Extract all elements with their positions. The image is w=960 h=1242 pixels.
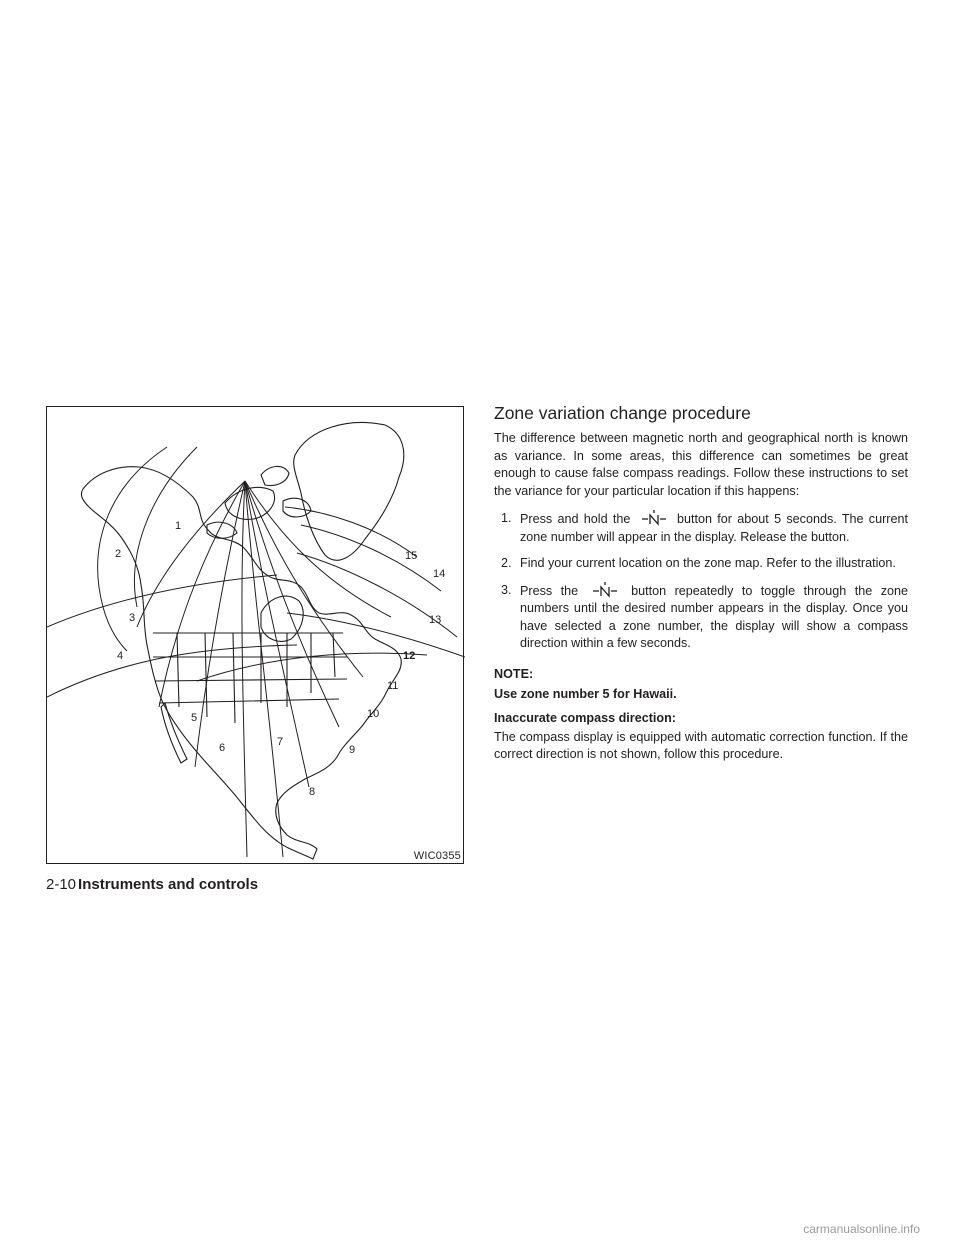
watermark: carmanualsonline.info — [803, 1222, 920, 1236]
zone-label-4: 4 — [117, 650, 124, 662]
step-2 — [494, 555, 908, 573]
zone-variation-section — [494, 402, 908, 774]
isogonic-lines — [137, 481, 391, 857]
compass-n-icon — [591, 582, 619, 598]
zone-label-2: 2 — [115, 548, 122, 560]
zone-label-1: 1 — [175, 520, 182, 532]
zone-label-5: 5 — [191, 712, 198, 724]
footer-section-title: Instruments and controls — [78, 876, 259, 893]
note-label: NOTE: — [494, 666, 534, 681]
page-number: 2-10 — [46, 876, 77, 893]
section-heading: Zone variation change procedure — [494, 403, 751, 423]
steps-list — [494, 510, 908, 653]
step-number: 1. — [501, 511, 512, 525]
zone-label-15: 15 — [405, 550, 418, 562]
zone-label-13: 13 — [429, 614, 442, 626]
figure-code: WIC0355 — [413, 850, 461, 862]
zone-label-11: 11 — [387, 680, 399, 692]
zone-map-figure — [46, 406, 464, 864]
step-text-before: Press the — [520, 583, 579, 598]
note-text: Use zone number 5 for Hawaii. — [494, 686, 677, 701]
step-text-before: Press and hold the — [520, 512, 631, 526]
zone-label-12: 12 — [403, 650, 416, 662]
zone-label-6: 6 — [219, 742, 226, 754]
subheading: Inaccurate compass direction: — [494, 710, 676, 725]
zone-map-illustration — [47, 407, 465, 865]
continent-outline — [81, 467, 401, 859]
compass-n-icon — [640, 510, 668, 526]
zone-label-8: 8 — [309, 786, 316, 798]
step-1 — [494, 510, 908, 546]
step-number: 3. — [501, 582, 512, 597]
zone-label-3: 3 — [129, 612, 136, 624]
baja-outline — [161, 703, 187, 763]
intro-paragraph: The difference between magnetic north and geographical north is known as variance. In some areas, this difference can sometimes be great enough to cause false compass readings. Follow these instructions to set the variance for your particular location if this happens: — [494, 431, 908, 498]
sub-paragraph: The compass display is equipped with automatic correction function. If the correct direction is not shown, follow this procedure. — [494, 729, 908, 761]
page-footer — [46, 876, 258, 893]
zone-label-10: 10 — [367, 708, 380, 720]
step-text: Find your current location on the zone map. Refer to the illustration. — [520, 556, 896, 570]
step-text-after: button for about 5 seconds. The current zone number will appear in the display. Release the button. — [520, 512, 909, 544]
zone-label-7: 7 — [277, 736, 284, 748]
zone-label-14: 14 — [433, 568, 446, 580]
hudson-bay — [261, 596, 303, 641]
state-borders — [153, 633, 347, 723]
step-3 — [494, 582, 908, 653]
zone-label-9: 9 — [349, 744, 356, 756]
step-text-after: button repeatedly to toggle through the zone numbers until the desired number appears in the display. Once you have selected a zone number, the display will show a compass direction within a few seconds. — [520, 583, 909, 650]
step-number: 2. — [501, 556, 512, 570]
